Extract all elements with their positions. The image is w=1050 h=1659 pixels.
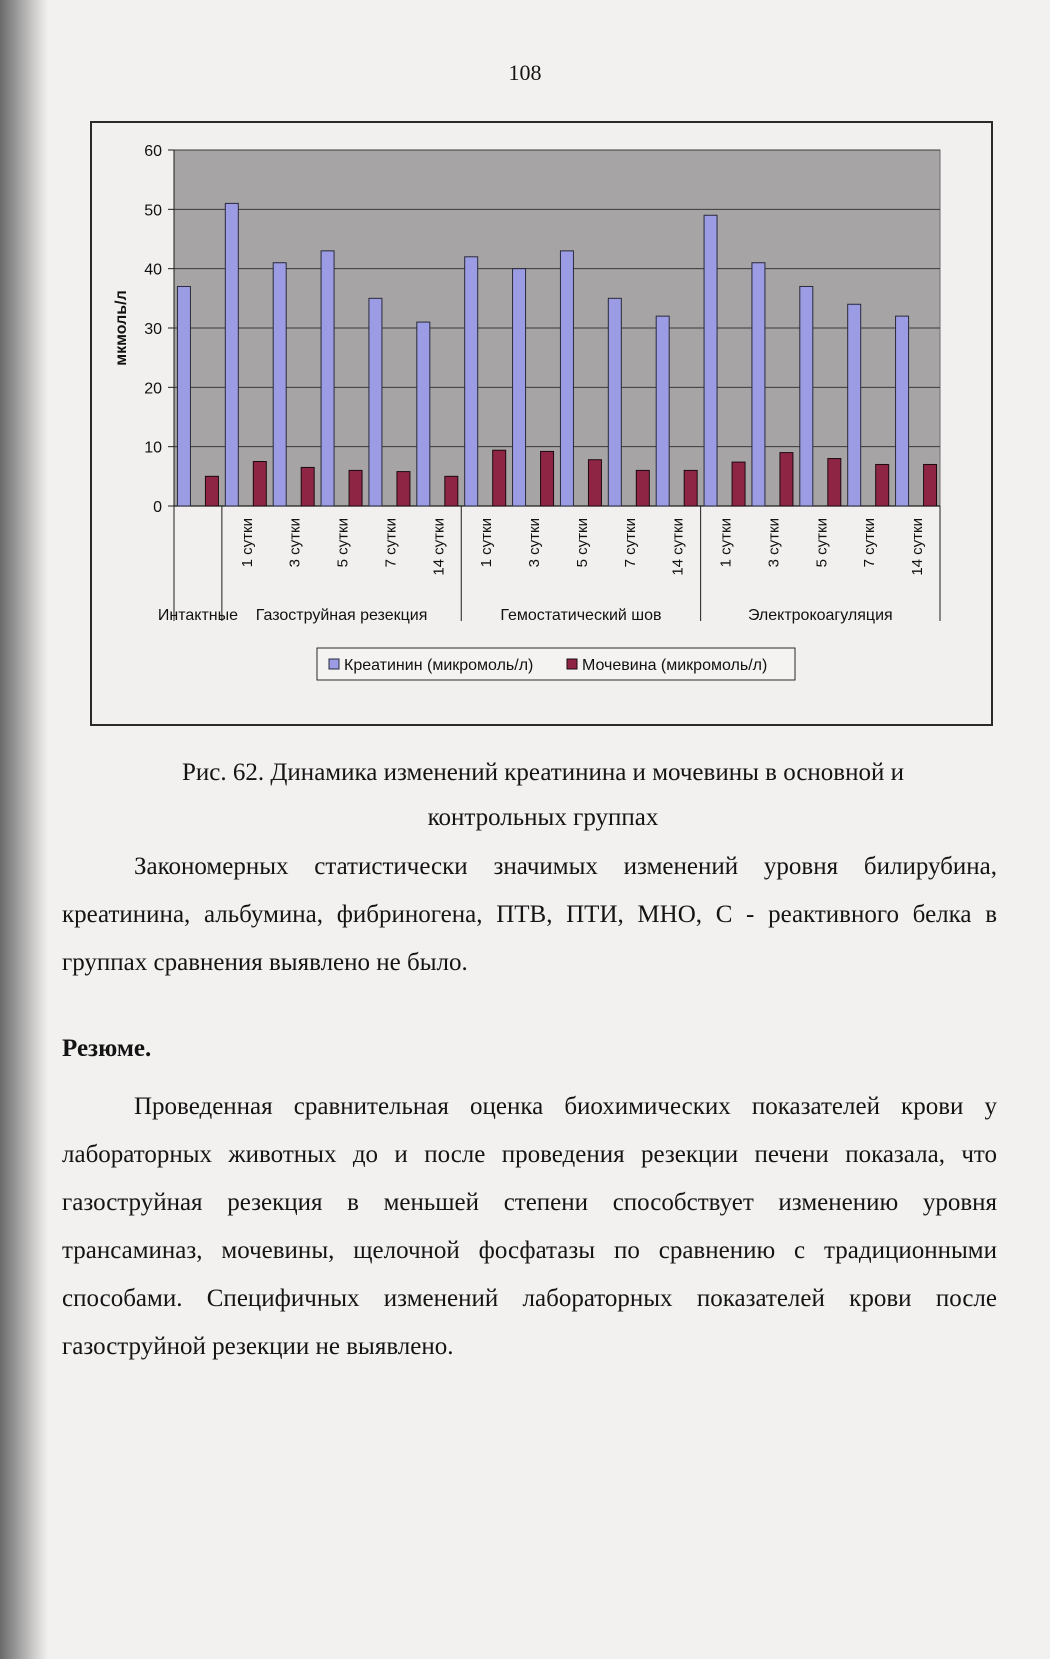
bar-creatinine xyxy=(465,257,478,506)
x-group-label: Интактные xyxy=(157,607,238,624)
bar-urea xyxy=(301,467,314,506)
x-tick-label: 7 сутки xyxy=(621,518,639,568)
x-tick-label: 1 сутки xyxy=(717,518,735,568)
bar-urea xyxy=(349,470,362,506)
legend-label-urea: Мочевина (микромоль/л) xyxy=(582,657,768,674)
bar-creatinine xyxy=(177,286,190,506)
x-tick-label: 14 сутки xyxy=(669,518,687,576)
legend-swatch-urea xyxy=(567,659,577,669)
x-tick-label: 3 сутки xyxy=(526,518,544,568)
bar-urea xyxy=(876,464,889,506)
binding-shadow xyxy=(0,0,48,1659)
bar-creatinine xyxy=(848,304,861,506)
figure-caption: Рис. 62. Динамика изменений креатинина и мочевины в основной и контрольных группах xyxy=(182,759,904,831)
bar-urea xyxy=(828,459,841,506)
summary-heading: Резюме. xyxy=(62,1035,152,1062)
bar-urea xyxy=(780,453,793,506)
bar-creatinine xyxy=(560,251,573,506)
bar-urea xyxy=(684,470,697,506)
x-tick-label: 3 сутки xyxy=(765,518,783,568)
chart-svg xyxy=(92,123,995,728)
chart xyxy=(90,121,993,726)
bar-creatinine xyxy=(800,286,813,506)
x-tick-label: 1 сутки xyxy=(478,518,496,568)
y-tick-label: 50 xyxy=(144,202,162,220)
y-tick-label: 60 xyxy=(144,143,162,160)
y-tick-label: 40 xyxy=(144,261,162,279)
bar-urea xyxy=(397,472,410,506)
y-axis-label: мкмоль/л xyxy=(113,290,130,366)
x-group-label: Электрокоагуляция xyxy=(747,607,893,624)
bar-urea xyxy=(493,450,506,506)
bar-creatinine xyxy=(752,263,765,506)
bar-urea xyxy=(205,476,218,506)
paragraph-summary: Проведенная сравнительная оценка биохимических показателей крови у лабораторных животных до и после проведения резекции печени показала, что газоструйная резекция в меньшей степени способствует изменению уровня трансаминаз, мочевины, щелочной фосфатазы по сравнению с традиционными способами. Специфичных изменений лабораторных показателей крови после газоструйной резекции не выявлено. xyxy=(62,1093,997,1360)
x-tick-label: 14 сутки xyxy=(430,518,448,576)
bar-creatinine xyxy=(896,316,909,506)
bar-urea xyxy=(924,464,937,506)
x-group-label: Гемостатический шов xyxy=(500,607,662,624)
x-tick-label: 7 сутки xyxy=(382,518,400,568)
page-number: 108 xyxy=(508,60,542,85)
y-tick-label: 0 xyxy=(153,499,162,516)
x-tick-label: 7 сутки xyxy=(861,518,879,568)
x-tick-label: 5 сутки xyxy=(334,518,352,568)
x-tick-label: 1 сутки xyxy=(238,518,256,568)
y-tick-label: 20 xyxy=(144,380,162,398)
bar-creatinine xyxy=(273,263,286,506)
bar-creatinine xyxy=(656,316,669,506)
bar-urea xyxy=(636,470,649,506)
bar-creatinine xyxy=(225,203,238,506)
x-tick-label: 3 сутки xyxy=(286,518,304,568)
legend-label-creatinine: Креатинин (микромоль/л) xyxy=(344,657,534,674)
bar-creatinine xyxy=(369,298,382,506)
legend-swatch-creatinine xyxy=(329,659,339,669)
bar-creatinine xyxy=(321,251,334,506)
bar-urea xyxy=(541,451,554,506)
x-group-label: Газоструйная резекция xyxy=(255,607,428,624)
x-tick-label: 14 сутки xyxy=(909,518,927,576)
bar-urea xyxy=(253,462,266,507)
bar-creatinine xyxy=(608,298,621,506)
x-tick-label: 5 сутки xyxy=(813,518,831,568)
bar-urea xyxy=(445,476,458,506)
y-tick-label: 30 xyxy=(144,321,162,338)
paragraph-findings: Закономерных статистически значимых изменений уровня билирубина, креатинина, альбумина, фибриногена, ПТВ, ПТИ, МНО, С - реактивного белка в группах сравнения выявлено не было. xyxy=(62,853,997,976)
bar-creatinine xyxy=(704,215,717,506)
bar-creatinine xyxy=(417,322,430,506)
bar-urea xyxy=(732,462,745,506)
y-tick-label: 10 xyxy=(144,439,162,457)
bar-urea xyxy=(588,460,601,506)
bar-creatinine xyxy=(513,269,526,506)
x-tick-label: 5 сутки xyxy=(573,518,591,568)
